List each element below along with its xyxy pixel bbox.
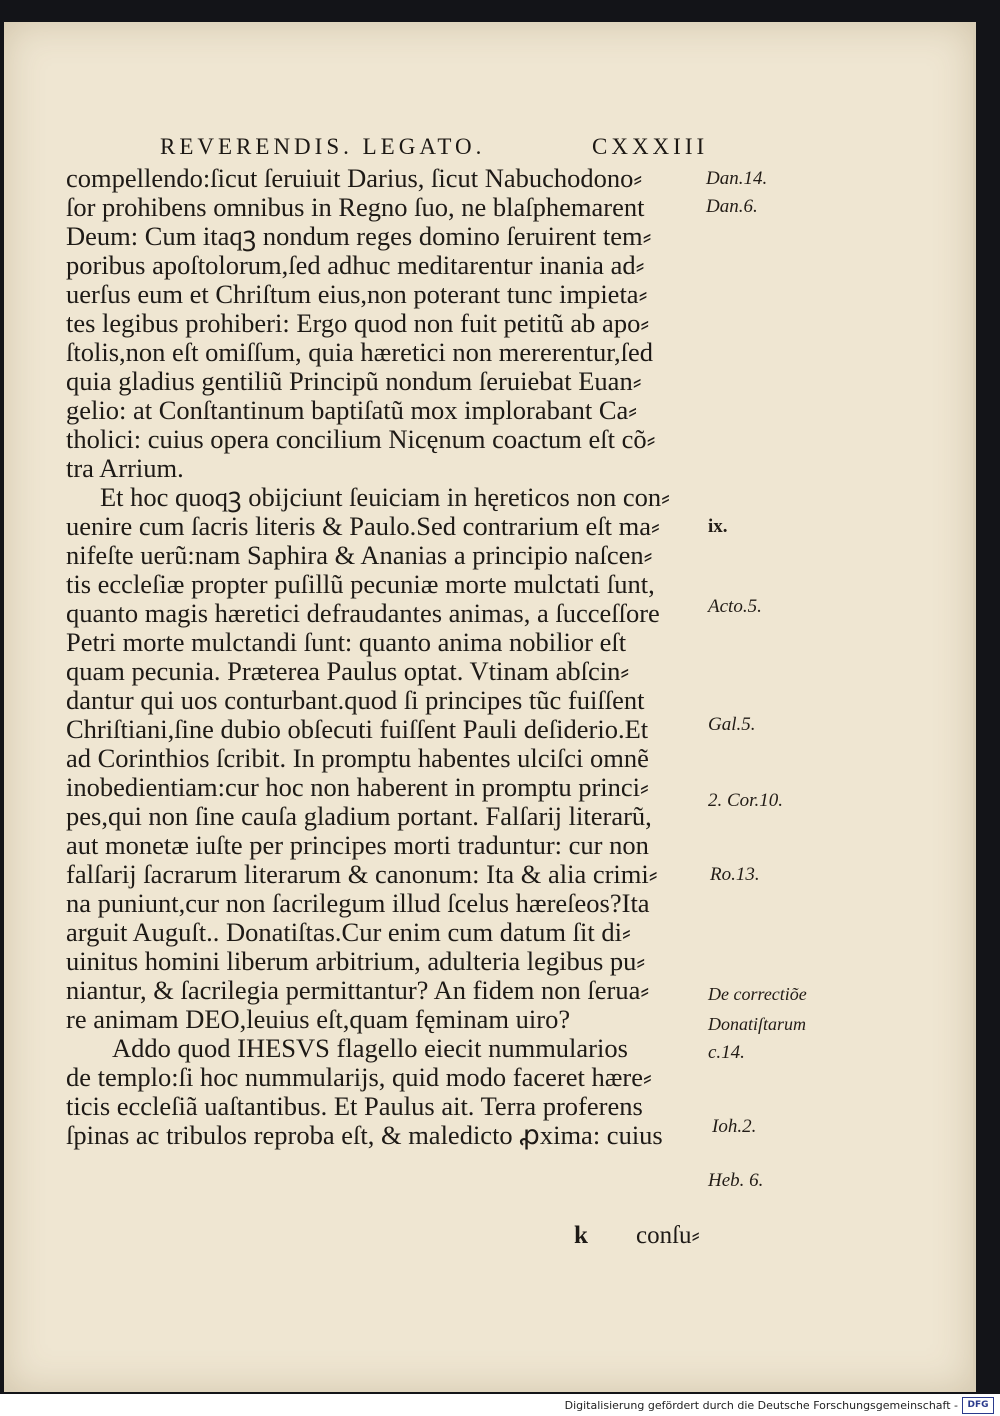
margin-note: Ioh.2. [712,1116,757,1137]
text-line: tra Arrium. [66,453,184,483]
margin-note: c.14. [708,1042,745,1063]
signature-mark: k [574,1222,588,1249]
text-line: ſpinas ac tribulos reproba eſt, & maledicto ꝓxima: cuius [66,1120,663,1150]
margin-note: Heb. 6. [708,1170,764,1191]
text-line: ſor prohibens omnibus in Regno ſuo, ne blaſphemarent [66,192,645,222]
text-line: Chriſtiani,ſine dubio obſecuti fuiſſent Pauli deſiderio.Et [66,714,649,744]
text-line: ſtolis,non eſt omiſſum, quia hæretici non mererentur,ſed [66,337,653,367]
paragraph-start-line: Et hoc quoqꝫ obijciunt ſeuiciam in hęreticos non con⸗ [100,482,670,512]
text-line: ad Corinthios ſcribit. In promptu habentes ulciſci omnẽ [66,743,649,773]
text-line: uenire cum ſacris literis & Paulo.Sed contrarium eſt ma⸗ [66,511,660,541]
folio-number: CXXXIII [592,134,709,159]
text-line: Petri morte mulctandi ſunt: quanto anima nobilior eſt [66,627,627,657]
text-line: de templo:ſi hoc nummularijs, quid modo faceret hære⸗ [66,1062,652,1092]
text-line: niantur, & ſacrilegia permittantur? An fidem non ſerua⸗ [66,975,650,1005]
margin-note: Gal.5. [708,714,756,735]
text-line: Deum: Cum itaqꝫ nondum reges domino ſeruirent tem⸗ [66,221,652,251]
text-line: arguit Auguſt.. Donatiſtas.Cur enim cum datum ſit di⸗ [66,917,631,947]
margin-note: De correctiõe [708,984,807,1004]
page-edge [973,22,976,1392]
text-line: uinitus homini liberum arbitrium, adulteria legibus pu⸗ [66,946,646,976]
margin-note: ix. [708,516,728,537]
text-line: tholici: cuius opera concilium Nicęnum coactum eſt cõ⸗ [66,424,656,454]
margin-note: Dan.14. [706,168,768,189]
paragraph-start-line: Addo quod IHESVS flagello eiecit nummularios [112,1033,628,1063]
text-line: gelio: at Conſtantinum baptiſatũ mox implorabant Ca⸗ [66,395,638,425]
running-title: REVERENDIS. LEGATO. [160,134,486,159]
text-line: tes legibus prohiberi: Ergo quod non fuit petitũ ab apo⸗ [66,308,650,338]
text-line: poribus apoſtolorum,ſed adhuc meditarentur inania ad⸗ [66,250,645,280]
text-line: nifeſte uerũ:nam Saphira & Ananias a principio naſcen⸗ [66,540,653,570]
text-line: quia gladius gentiliũ Principũ nondum ſeruiebat Euan⸗ [66,366,642,396]
text-line: ticis eccleſiã uaſtantibus. Et Paulus ait. Terra proferens [66,1091,643,1121]
text-line: uerſus eum et Chriſtum eius,non poterant tunc impieta⸗ [66,279,648,309]
text-line: re animam DEO,leuius eſt,quam fęminam uiro? [66,1004,571,1034]
running-header [160,134,760,164]
text-line: aut monetæ iuſte per principes morti traduntur: cur non [66,830,649,860]
text-line: na puniunt,cur non ſacrilegum illud ſcelus hæreſeos?Ita [66,888,650,918]
dfg-logo: DFG [962,1397,994,1414]
text-line: dantur qui uos conturbant.quod ſi principes tũc fuiſſent [66,685,645,715]
funding-credit: Digitalisierung gefördert durch die Deutsche Forschungsgemeinschaft - [564,1399,958,1412]
text-line: quam pecunia. Præterea Paulus optat. Vtinam abſcin⸗ [66,656,630,686]
margin-note: Acto.5. [708,596,762,617]
text-line: compellendo:ſicut ſeruiuit Darius, ſicut Nabuchodono⸗ [66,163,643,193]
text-line: inobedientiam:cur hoc non haberent in promptu princi⸗ [66,772,649,802]
text-line: pes,qui non ſine cauſa gladium portant. Falſarij literarũ, [66,801,652,831]
margin-note: Donatiſtarum [708,1014,807,1034]
margin-note: 2. Cor.10. [708,790,783,811]
text-line: tis eccleſiæ propter puſillũ pecuniæ morte mulctati ſunt, [66,569,655,599]
margin-note: Dan.6. [706,196,758,217]
text-line: falſarij ſacrarum literarum & canonum: Ita & alia crimi⸗ [66,859,658,889]
catchword: conſu⸗ [636,1222,700,1249]
margin-note: Ro.13. [710,864,760,885]
text-line: quanto magis hæretici defraudantes animas, a ſucceſſore [66,598,660,628]
